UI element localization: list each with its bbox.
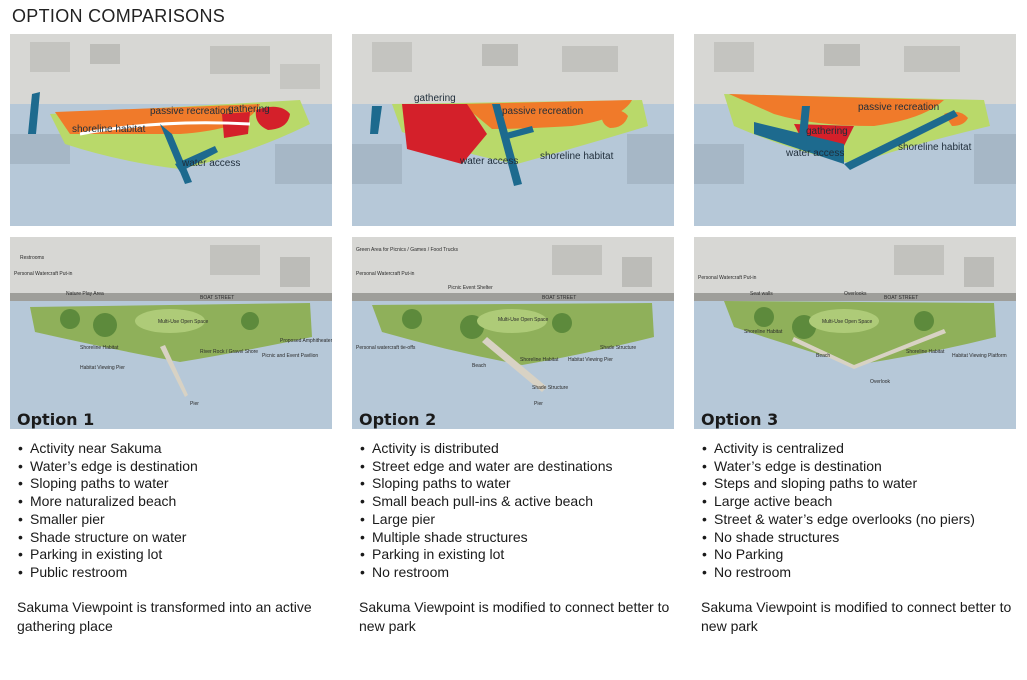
option-3-bullet: • Activity is centralized (702, 440, 975, 458)
option-3-label-shoreline: shoreline habitat (898, 142, 972, 153)
option-2-plan-label-8: Shade Structure (600, 345, 637, 351)
option-1-plan-label-4: Shoreline Habitat (80, 345, 119, 351)
option-1-title: Option 1 (17, 410, 95, 429)
option-1-plan-label-3: Multi-Use Open Space (158, 319, 209, 325)
option-3-plan-label-3: Multi-Use Open Space (822, 319, 873, 325)
option-3-plan-label-1: Seat walls (750, 291, 773, 297)
option-1-plan-label-2: Nature Play Area (66, 291, 104, 297)
option-3-site-plan (694, 237, 1016, 429)
option-1-bullet: • Parking in existing lot (18, 546, 198, 564)
option-2-bullet: • Large pier (360, 511, 613, 529)
option-2-plan-label-0: Green Area for Picnics / Games / Food Trucks (356, 247, 458, 253)
option-1-plan-label-9: Pier (190, 401, 199, 407)
option-1-label-passive: passive recreation (150, 106, 232, 117)
option-3-bullet: • Steps and sloping paths to water (702, 475, 975, 493)
option-3-plan-label-6: Shoreline Habitat (906, 349, 945, 355)
option-3-bullet: • Street & water’s edge overlooks (no piers) (702, 511, 975, 529)
option-3-label-passive: passive recreation (858, 102, 940, 113)
option-2-bullet: • Activity is distributed (360, 440, 613, 458)
option-2-bullet: • Street edge and water are destinations (360, 458, 613, 476)
option-1-bullet: • Public restroom (18, 564, 198, 582)
option-2-bullet: • Multiple shade structures (360, 529, 613, 547)
option-2-bullet: • Parking in existing lot (360, 546, 613, 564)
option-2-plan-label-1: Personal Watercraft Put-in (356, 271, 415, 277)
option-2-title: Option 2 (359, 410, 437, 429)
option-1-plan-label-1: Personal Watercraft Put-in (14, 271, 73, 277)
option-2-label-passive: passive recreation (502, 106, 584, 117)
option-1-bullet: • More naturalized beach (18, 493, 198, 511)
option-1-bullet: • Activity near Sakuma (18, 440, 198, 458)
option-1-bullet: • Water’s edge is destination (18, 458, 198, 476)
option-3-label-water: water access (786, 148, 845, 159)
option-2-plan-label-2: Picnic Event Shelter (448, 285, 493, 291)
option-2-zone-diagram (352, 34, 674, 226)
option-3-plan-label-5: Beach (816, 353, 831, 359)
option-3-bullets (702, 440, 975, 582)
option-2-plan-label-9: Shade Structure (532, 385, 569, 391)
option-1-plan-label-5: Habitat Viewing Pier (80, 365, 125, 371)
option-3-plan-label-8: Overlook (870, 379, 891, 385)
option-2-summary: Sakuma Viewpoint is modified to connect better to new park (359, 599, 670, 634)
option-3-title: Option 3 (701, 410, 779, 429)
option-2-plan-label-10: Pier (534, 401, 543, 407)
option-3-bullet: • No shade structures (702, 529, 975, 547)
option-2-bullet: • Small beach pull-ins & active beach (360, 493, 613, 511)
option-3-plan-label-9: BOAT STREET (884, 295, 919, 301)
option-3-plan-label-7: Habitat Viewing Platform (952, 353, 1007, 359)
option-3-bullet: • Water’s edge is destination (702, 458, 975, 476)
option-1-label-shoreline: shoreline habitat (72, 124, 146, 135)
option-3-bullet: • No Parking (702, 546, 975, 564)
option-2-plan-label-11: BOAT STREET (542, 295, 577, 301)
page-title: OPTION COMPARISONS (12, 6, 226, 26)
option-1-plan-label-8: Proposed Amphitheater (280, 338, 332, 344)
option-3-plan-label-2: Overlooks (844, 291, 867, 297)
option-2-label-gathering: gathering (414, 93, 456, 104)
option-1-label-gathering: gathering (228, 104, 270, 115)
option-3-summary: Sakuma Viewpoint is modified to connect better to new park (701, 599, 1012, 634)
option-2-site-plan (352, 237, 674, 429)
option-2-label-shoreline: shoreline habitat (540, 151, 614, 162)
option-1-bullet: • Smaller pier (18, 511, 198, 529)
option-1-plan-label-10: BOAT STREET (200, 295, 235, 301)
option-1-zone-diagram (10, 34, 332, 226)
option-1-site-plan (10, 237, 332, 429)
option-3-bullet: • No restroom (702, 564, 975, 582)
option-1-label-water: water access (182, 158, 241, 169)
option-1-bullet: • Shade structure on water (18, 529, 198, 547)
option-3-zone-diagram (694, 34, 1016, 226)
option-1-bullets (18, 440, 198, 582)
option-3-label-gathering: gathering (806, 126, 848, 137)
option-2-bullet: • No restroom (360, 564, 613, 582)
option-1-plan-label-0: Restrooms (20, 255, 45, 261)
option-2-plan-label-3: Multi-Use Open Space (498, 317, 549, 323)
option-2-bullets (360, 440, 613, 582)
option-1-plan-label-7: Picnic and Event Pavilion (262, 353, 319, 359)
option-1-bullet: • Sloping paths to water (18, 475, 198, 493)
option-2-plan-label-4: Personal watercraft tie-offs (356, 345, 416, 351)
option-1-plan-label-6: River Rock / Gravel Shore (200, 349, 259, 355)
option-3-bullet: • Large active beach (702, 493, 975, 511)
option-2-plan-label-5: Beach (472, 363, 487, 369)
option-2-plan-label-6: Shoreline Habitat (520, 357, 559, 363)
option-1-summary: Sakuma Viewpoint is transformed into an active gathering place (17, 599, 312, 634)
option-2-label-water: water access (460, 156, 519, 167)
option-3-plan-label-0: Personal Watercraft Put-in (698, 275, 757, 281)
option-2-bullet: • Sloping paths to water (360, 475, 613, 493)
option-2-plan-label-7: Habitat Viewing Pier (568, 357, 613, 363)
option-3-plan-label-4: Shoreline Habitat (744, 329, 783, 335)
